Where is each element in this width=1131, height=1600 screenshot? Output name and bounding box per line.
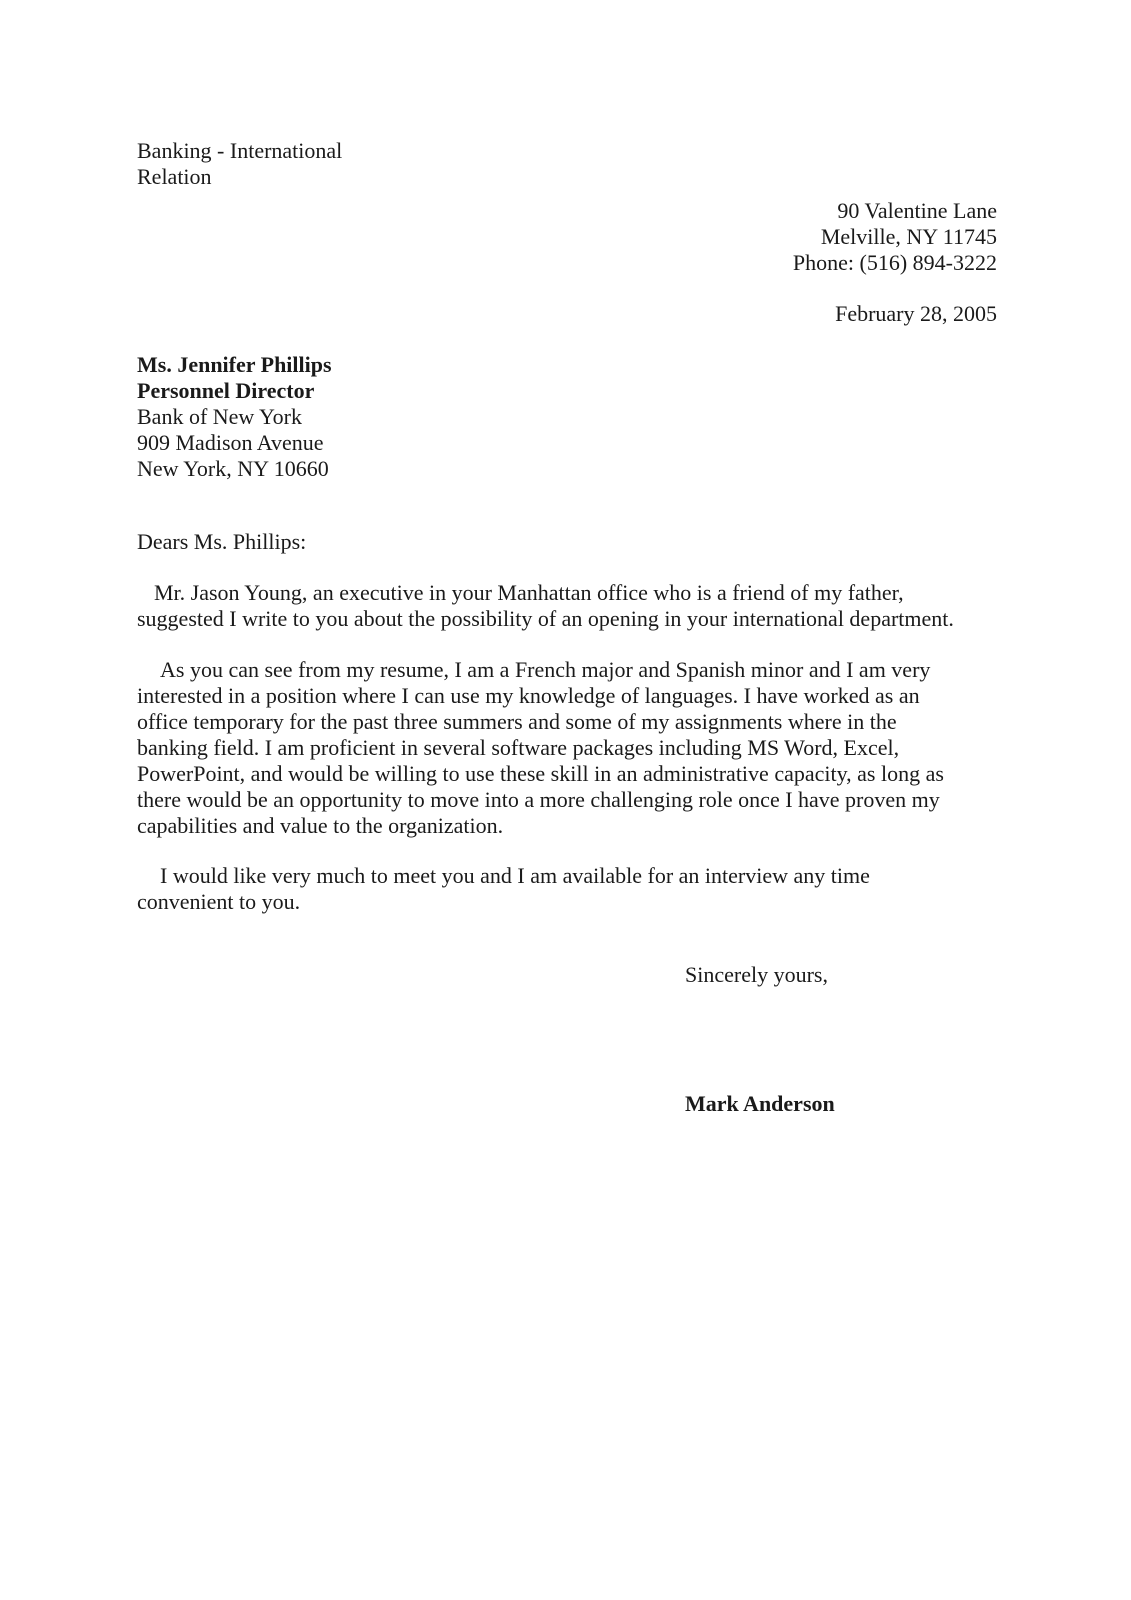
p2-line-5: PowerPoint, and would be willing to use these skill in an administrative capacity, as long as — [137, 761, 944, 786]
title-line-1: Banking - International — [137, 138, 343, 163]
body-paragraph-2 — [137, 657, 997, 839]
letter-date — [835, 301, 997, 327]
sender-city: Melville, NY 11745 — [820, 224, 997, 249]
closing-text: Sincerely yours, — [685, 962, 828, 987]
p3-line-1: I would like very much to meet you and I am available for an interview any time — [160, 863, 870, 888]
recipient-address — [137, 352, 997, 482]
recipient-name: Ms. Jennifer Phillips — [137, 352, 332, 377]
signature-name: Mark Anderson — [685, 1091, 835, 1116]
p1-line-1: Mr. Jason Young, an executive in your Manhattan office who is a friend of my father, — [154, 580, 904, 605]
p1-line-2: suggested I write to you about the possibility of an opening in your international department. — [137, 606, 954, 631]
sender-phone: Phone: (516) 894-3222 — [792, 250, 997, 275]
p2-line-7: capabilities and value to the organization. — [137, 813, 504, 838]
p3-line-2: convenient to you. — [137, 889, 301, 914]
signature — [685, 1091, 835, 1117]
date-text: February 28, 2005 — [835, 301, 997, 326]
p2-line-6: there would be an opportunity to move into a more challenging role once I have proven my — [137, 787, 940, 812]
p2-line-1: As you can see from my resume, I am a French major and Spanish minor and I am very — [160, 657, 931, 682]
recipient-city: New York, NY 10660 — [137, 456, 329, 481]
sender-address — [793, 198, 997, 276]
recipient-street: 909 Madison Avenue — [137, 430, 324, 455]
title-line-2: Relation — [137, 164, 212, 189]
sender-street: 90 Valentine Lane — [837, 198, 997, 223]
p2-line-2: interested in a position where I can use my knowledge of languages. I have worked as an — [137, 683, 920, 708]
recipient-company: Bank of New York — [137, 404, 302, 429]
recipient-title: Personnel Director — [137, 378, 315, 403]
document-title — [137, 138, 997, 190]
body-paragraph-3 — [137, 863, 997, 915]
p2-line-3: office temporary for the past three summers and some of my assignments where in the — [137, 709, 897, 734]
closing — [685, 962, 828, 988]
salutation — [137, 529, 997, 555]
body-paragraph-1 — [137, 580, 997, 632]
p2-line-4: banking field. I am proficient in several software packages including MS Word, Excel, — [137, 735, 900, 760]
salutation-text: Dears Ms. Phillips: — [137, 529, 307, 554]
